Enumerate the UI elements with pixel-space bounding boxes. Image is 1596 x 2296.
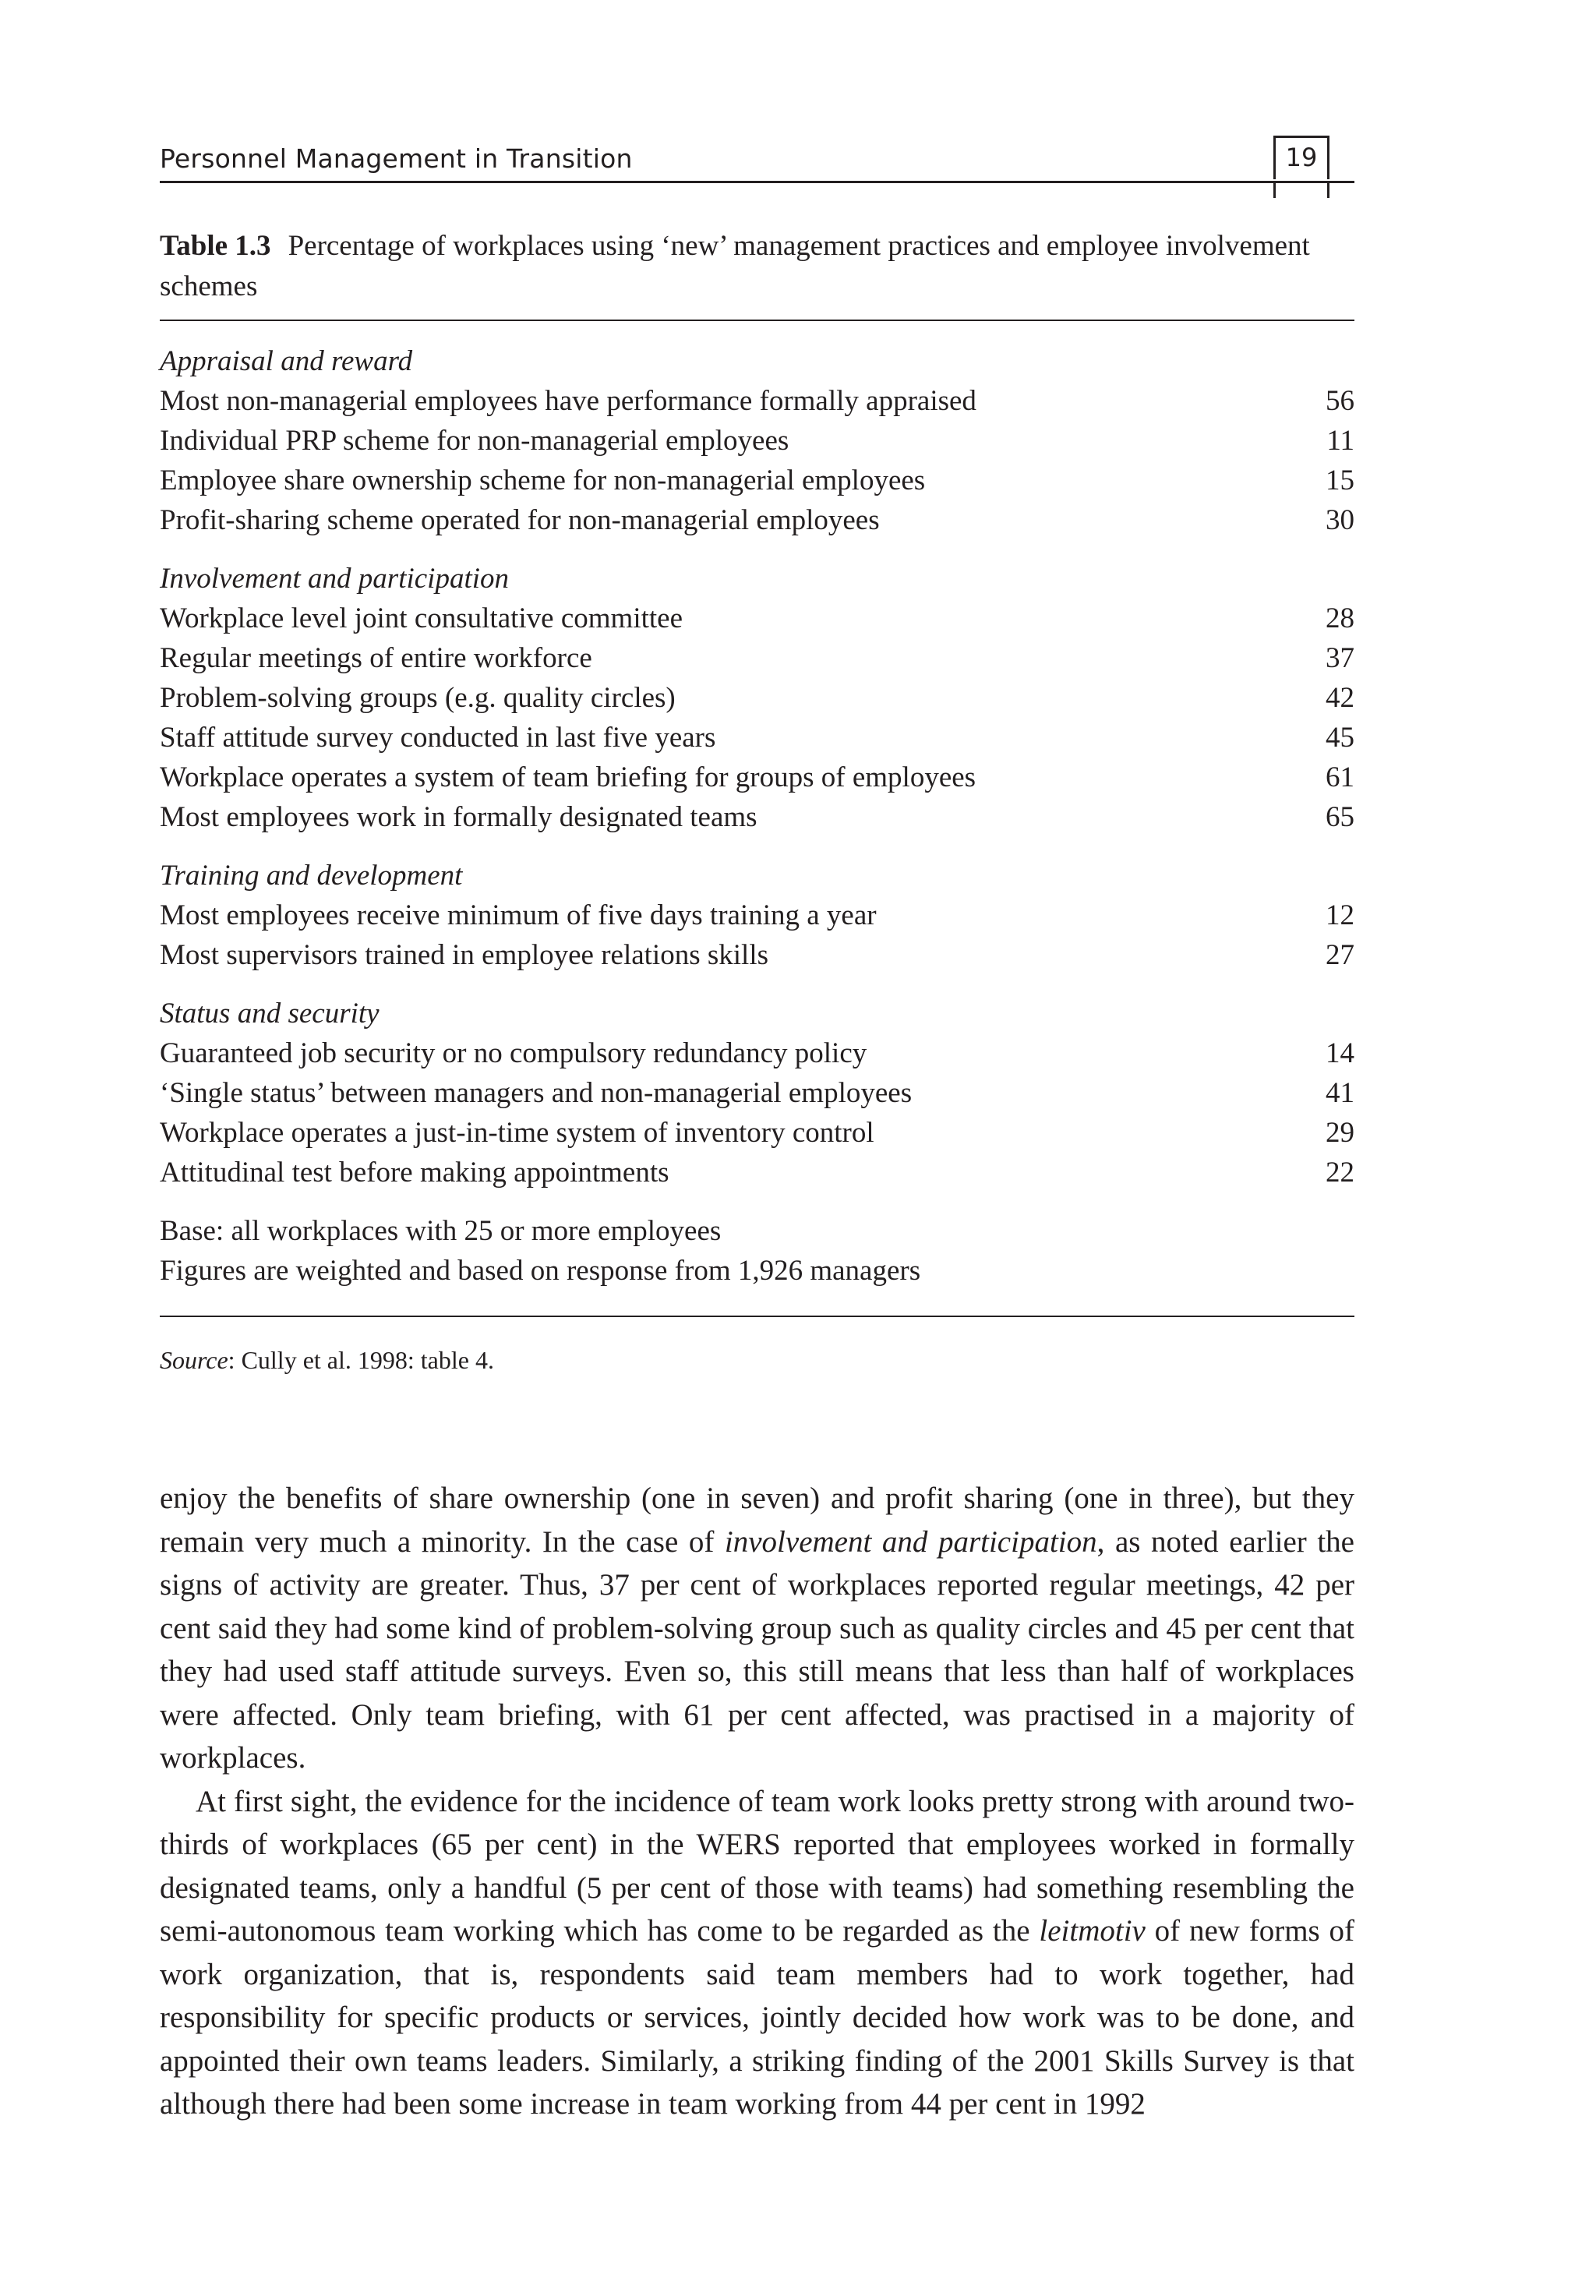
source-text: : Cully et al. 1998: table 4. bbox=[228, 1346, 494, 1374]
running-head bbox=[160, 139, 1354, 183]
table-section bbox=[160, 559, 1354, 837]
section-title: Status and security bbox=[160, 998, 380, 1030]
paragraph-text: of new forms of work organization, that is, respondents said team members had to work together, had responsibility for specific products or services, jointly decided how work was to be done, and appointed their own teams leaders. Similarly, a striking finding of the 2001 Skills Survey is that although there had been some increase in team working from 44 per cent in 1992 bbox=[160, 1914, 1354, 2121]
table-row bbox=[160, 895, 1354, 935]
table-bottom-rule bbox=[160, 1316, 1354, 1317]
row-value: 11 bbox=[1326, 425, 1354, 457]
row-label: ‘Single status’ between managers and non-managerial employees bbox=[160, 1077, 913, 1109]
table-row bbox=[160, 718, 1354, 758]
table-source bbox=[160, 1342, 494, 1378]
body-text bbox=[160, 1477, 1354, 2126]
table-row bbox=[160, 500, 1354, 540]
row-value: 22 bbox=[1326, 1157, 1354, 1189]
row-label: Workplace operates a system of team briefing for groups of employees bbox=[160, 761, 976, 793]
row-value: 61 bbox=[1326, 761, 1354, 793]
section-title: Appraisal and reward bbox=[160, 345, 413, 377]
row-value: 45 bbox=[1326, 722, 1354, 754]
table-section bbox=[160, 994, 1354, 1192]
row-value: 14 bbox=[1326, 1037, 1354, 1069]
row-value: 29 bbox=[1326, 1117, 1354, 1149]
emphasis-text: leitmotiv bbox=[1039, 1914, 1146, 1948]
section-title: Training and development bbox=[160, 860, 463, 892]
row-value: 27 bbox=[1326, 939, 1354, 971]
row-label: Problem-solving groups (e.g. quality circles) bbox=[160, 682, 676, 714]
row-value: 65 bbox=[1326, 801, 1354, 833]
table-note: Figures are weighted and based on response from 1,926 managers bbox=[160, 1255, 921, 1287]
table-row bbox=[160, 758, 1354, 797]
table-notes bbox=[160, 1211, 1354, 1291]
paragraph bbox=[160, 1780, 1354, 2126]
row-value: 12 bbox=[1326, 899, 1354, 931]
emphasis-text: involvement and participation bbox=[724, 1524, 1097, 1559]
row-label: Profit-sharing scheme operated for non-managerial employees bbox=[160, 504, 880, 536]
table-row bbox=[160, 935, 1354, 975]
table-body bbox=[160, 341, 1354, 1291]
row-label: Employee share ownership scheme for non-managerial employees bbox=[160, 464, 926, 496]
row-value: 37 bbox=[1326, 642, 1354, 674]
row-label: Workplace operates a just-in-time system of inventory control bbox=[160, 1117, 874, 1149]
row-value: 56 bbox=[1326, 385, 1354, 417]
row-label: Attitudinal test before making appointments bbox=[160, 1157, 669, 1189]
row-label: Most supervisors trained in employee relations skills bbox=[160, 939, 768, 971]
table-row bbox=[160, 421, 1354, 461]
row-label: Regular meetings of entire workforce bbox=[160, 642, 592, 674]
table-section bbox=[160, 341, 1354, 540]
source-label: Source bbox=[160, 1346, 228, 1374]
running-title: Personnel Management in Transition bbox=[160, 143, 633, 174]
row-label: Individual PRP scheme for non-managerial employees bbox=[160, 425, 789, 457]
row-value: 28 bbox=[1326, 602, 1354, 634]
row-label: Staff attitude survey conducted in last five years bbox=[160, 722, 716, 754]
row-value: 41 bbox=[1326, 1077, 1354, 1109]
row-value: 42 bbox=[1326, 682, 1354, 714]
table-row bbox=[160, 678, 1354, 718]
paragraph-text: At first sight, the evidence for the incidence of team work looks pretty strong with around two-thirds of workplaces (65 per cent) in the WERS reported that employees worked in formally designated teams, only a handful (5 per cent of those with teams) had something resembling the semi-autonomous team working which has come to be regarded as the bbox=[160, 1784, 1354, 1948]
row-label: Most employees work in formally designated teams bbox=[160, 801, 757, 833]
table-row bbox=[160, 599, 1354, 638]
table-note: Base: all workplaces with 25 or more employees bbox=[160, 1215, 722, 1247]
row-value: 30 bbox=[1326, 504, 1354, 536]
table-row bbox=[160, 638, 1354, 678]
table-caption bbox=[160, 226, 1354, 307]
table-row bbox=[160, 461, 1354, 500]
table-row bbox=[160, 1113, 1354, 1153]
table-top-rule bbox=[160, 320, 1354, 321]
paragraph bbox=[160, 1477, 1354, 1780]
row-label: Most employees receive minimum of five days training a year bbox=[160, 899, 877, 931]
page-box-tick bbox=[1273, 181, 1276, 198]
page-number: 19 bbox=[1273, 136, 1329, 179]
row-value: 15 bbox=[1326, 464, 1354, 496]
table-label: Table 1.3 bbox=[160, 230, 271, 262]
table-row bbox=[160, 1033, 1354, 1073]
table-section bbox=[160, 856, 1354, 975]
table-row bbox=[160, 381, 1354, 421]
table-row bbox=[160, 1153, 1354, 1192]
table-row bbox=[160, 1073, 1354, 1113]
section-title: Involvement and participation bbox=[160, 563, 510, 595]
table-caption-text: Percentage of workplaces using ‘new’ management practices and employee involvement schemes bbox=[160, 230, 1310, 302]
paragraph-text: enjoy the benefits of share ownership (one in seven) and profit sharing (one in three), but they remain very much a minority. In the case of bbox=[160, 1482, 1354, 1559]
paragraph-text: , as noted earlier the signs of activity are greater. Thus, 37 per cent of workplaces reported regular meetings, 42 per cent said they had some kind of problem-solving group such as quality circles and 45 per cent that they had used staff attitude surveys. Even so, this still means that less than half of workplaces were affected. Only team briefing, with 61 per cent affected, was practised in a majority of workplaces. bbox=[160, 1524, 1354, 1775]
table-row bbox=[160, 797, 1354, 837]
page-box-tick bbox=[1327, 181, 1329, 198]
row-label: Workplace level joint consultative committee bbox=[160, 602, 683, 634]
row-label: Guaranteed job security or no compulsory redundancy policy bbox=[160, 1037, 867, 1069]
row-label: Most non-managerial employees have performance formally appraised bbox=[160, 385, 976, 417]
